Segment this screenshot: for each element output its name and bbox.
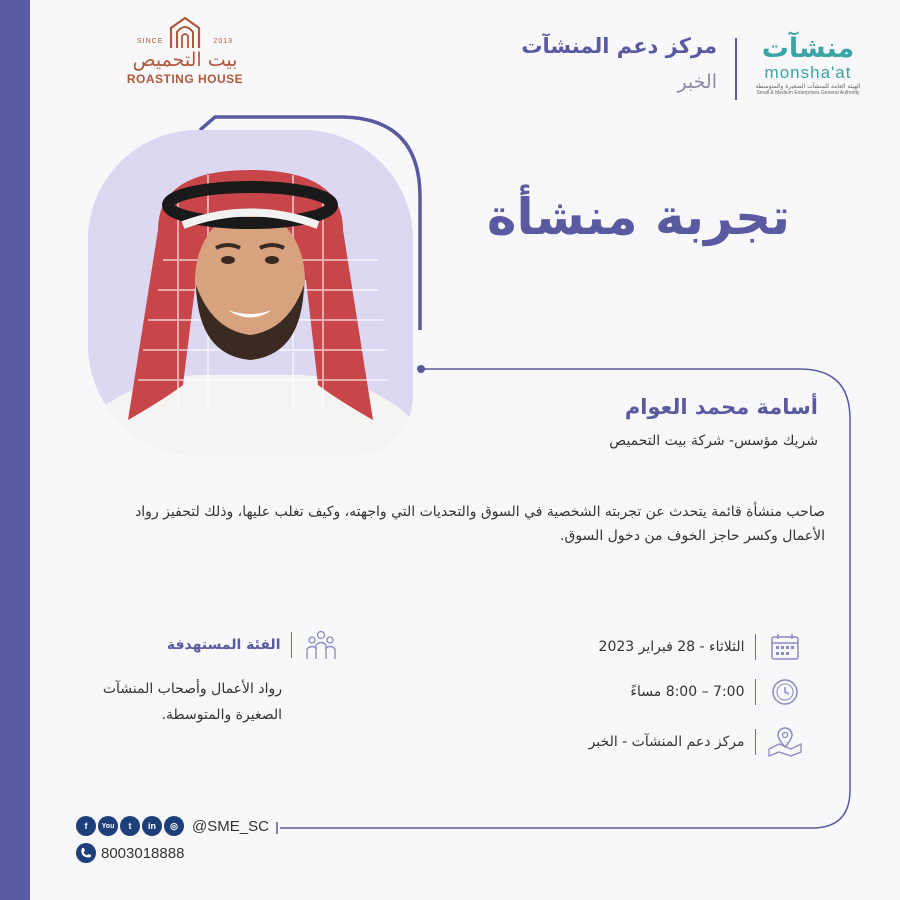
linkedin-icon[interactable]: in (142, 816, 162, 836)
brand-ar: منشآت (761, 33, 855, 64)
center-city: الخبر (677, 71, 717, 93)
event-description: صاحب منشأة قائمة يتحدث عن تجربته الشخصية في السوق والتحديات التي واجهته، وكيف تغلب عليها، وذلك لتحفيز رواد الأعمال وكسر حاجز الخوف من دخول السوق. (135, 504, 825, 544)
youtube-icon[interactable]: You (98, 816, 118, 836)
speaker-role: شريك مؤسس- شركة بيت التحميص (609, 433, 818, 449)
twitter-icon[interactable]: t (120, 816, 140, 836)
since-label: SINCE (137, 38, 164, 45)
event-time: 7:00 – 8:00 مساءً (630, 684, 745, 700)
map-pin-icon (766, 725, 804, 759)
partner-name-en: ROASTING HOUSE (126, 72, 244, 86)
row-separator (291, 632, 293, 658)
brand-tagline-en: Small & Medium Enterprises General Authority (756, 90, 860, 96)
left-accent-bar (0, 0, 30, 900)
event-location: مركز دعم المنشآت - الخبر (588, 734, 745, 750)
social-links (76, 816, 269, 836)
facebook-icon[interactable]: f (76, 816, 96, 836)
partner-name-ar: بيت التحميص (132, 49, 238, 71)
brand-tagline-ar: الهيئة العامة للمنشآت الصغيرة والمتوسطة (755, 83, 861, 90)
calendar-icon (766, 630, 804, 664)
instagram-icon[interactable]: ◎ (164, 816, 184, 836)
header-divider (735, 38, 737, 100)
row-separator (755, 679, 757, 705)
event-date: الثلاثاء - 28 فبراير 2023 (598, 639, 745, 655)
brand-en: monsha'at (764, 63, 852, 82)
audience-header (167, 628, 340, 662)
location-row (589, 725, 804, 759)
row-separator (755, 634, 757, 660)
date-row (599, 630, 804, 664)
phone-icon (76, 843, 96, 863)
group-people-icon (302, 628, 340, 662)
audience-text: رواد الأعمال وأصحاب المنشآت الصغيرة والمتوسطة. (102, 681, 282, 723)
audience-label: الفئة المستهدفة (166, 637, 281, 653)
since-line (115, 38, 255, 45)
partner-logo (115, 14, 255, 86)
social-handle[interactable]: @SME_SC (192, 817, 269, 835)
time-row (630, 675, 804, 709)
page-title: تجربة منشأة (487, 188, 790, 246)
speaker-photo (88, 130, 413, 455)
phone-number[interactable]: 8003018888 (101, 844, 185, 862)
row-separator (755, 729, 757, 755)
center-name: مركز دعم المنشآت (521, 34, 717, 58)
clock-icon (766, 675, 804, 709)
speaker-name: أسامة محمد العوام (624, 395, 818, 419)
speaker-portrait-icon (88, 130, 413, 455)
since-year: 2013 (213, 38, 233, 45)
monshaat-logo (748, 34, 868, 96)
phone-contact (76, 843, 184, 863)
